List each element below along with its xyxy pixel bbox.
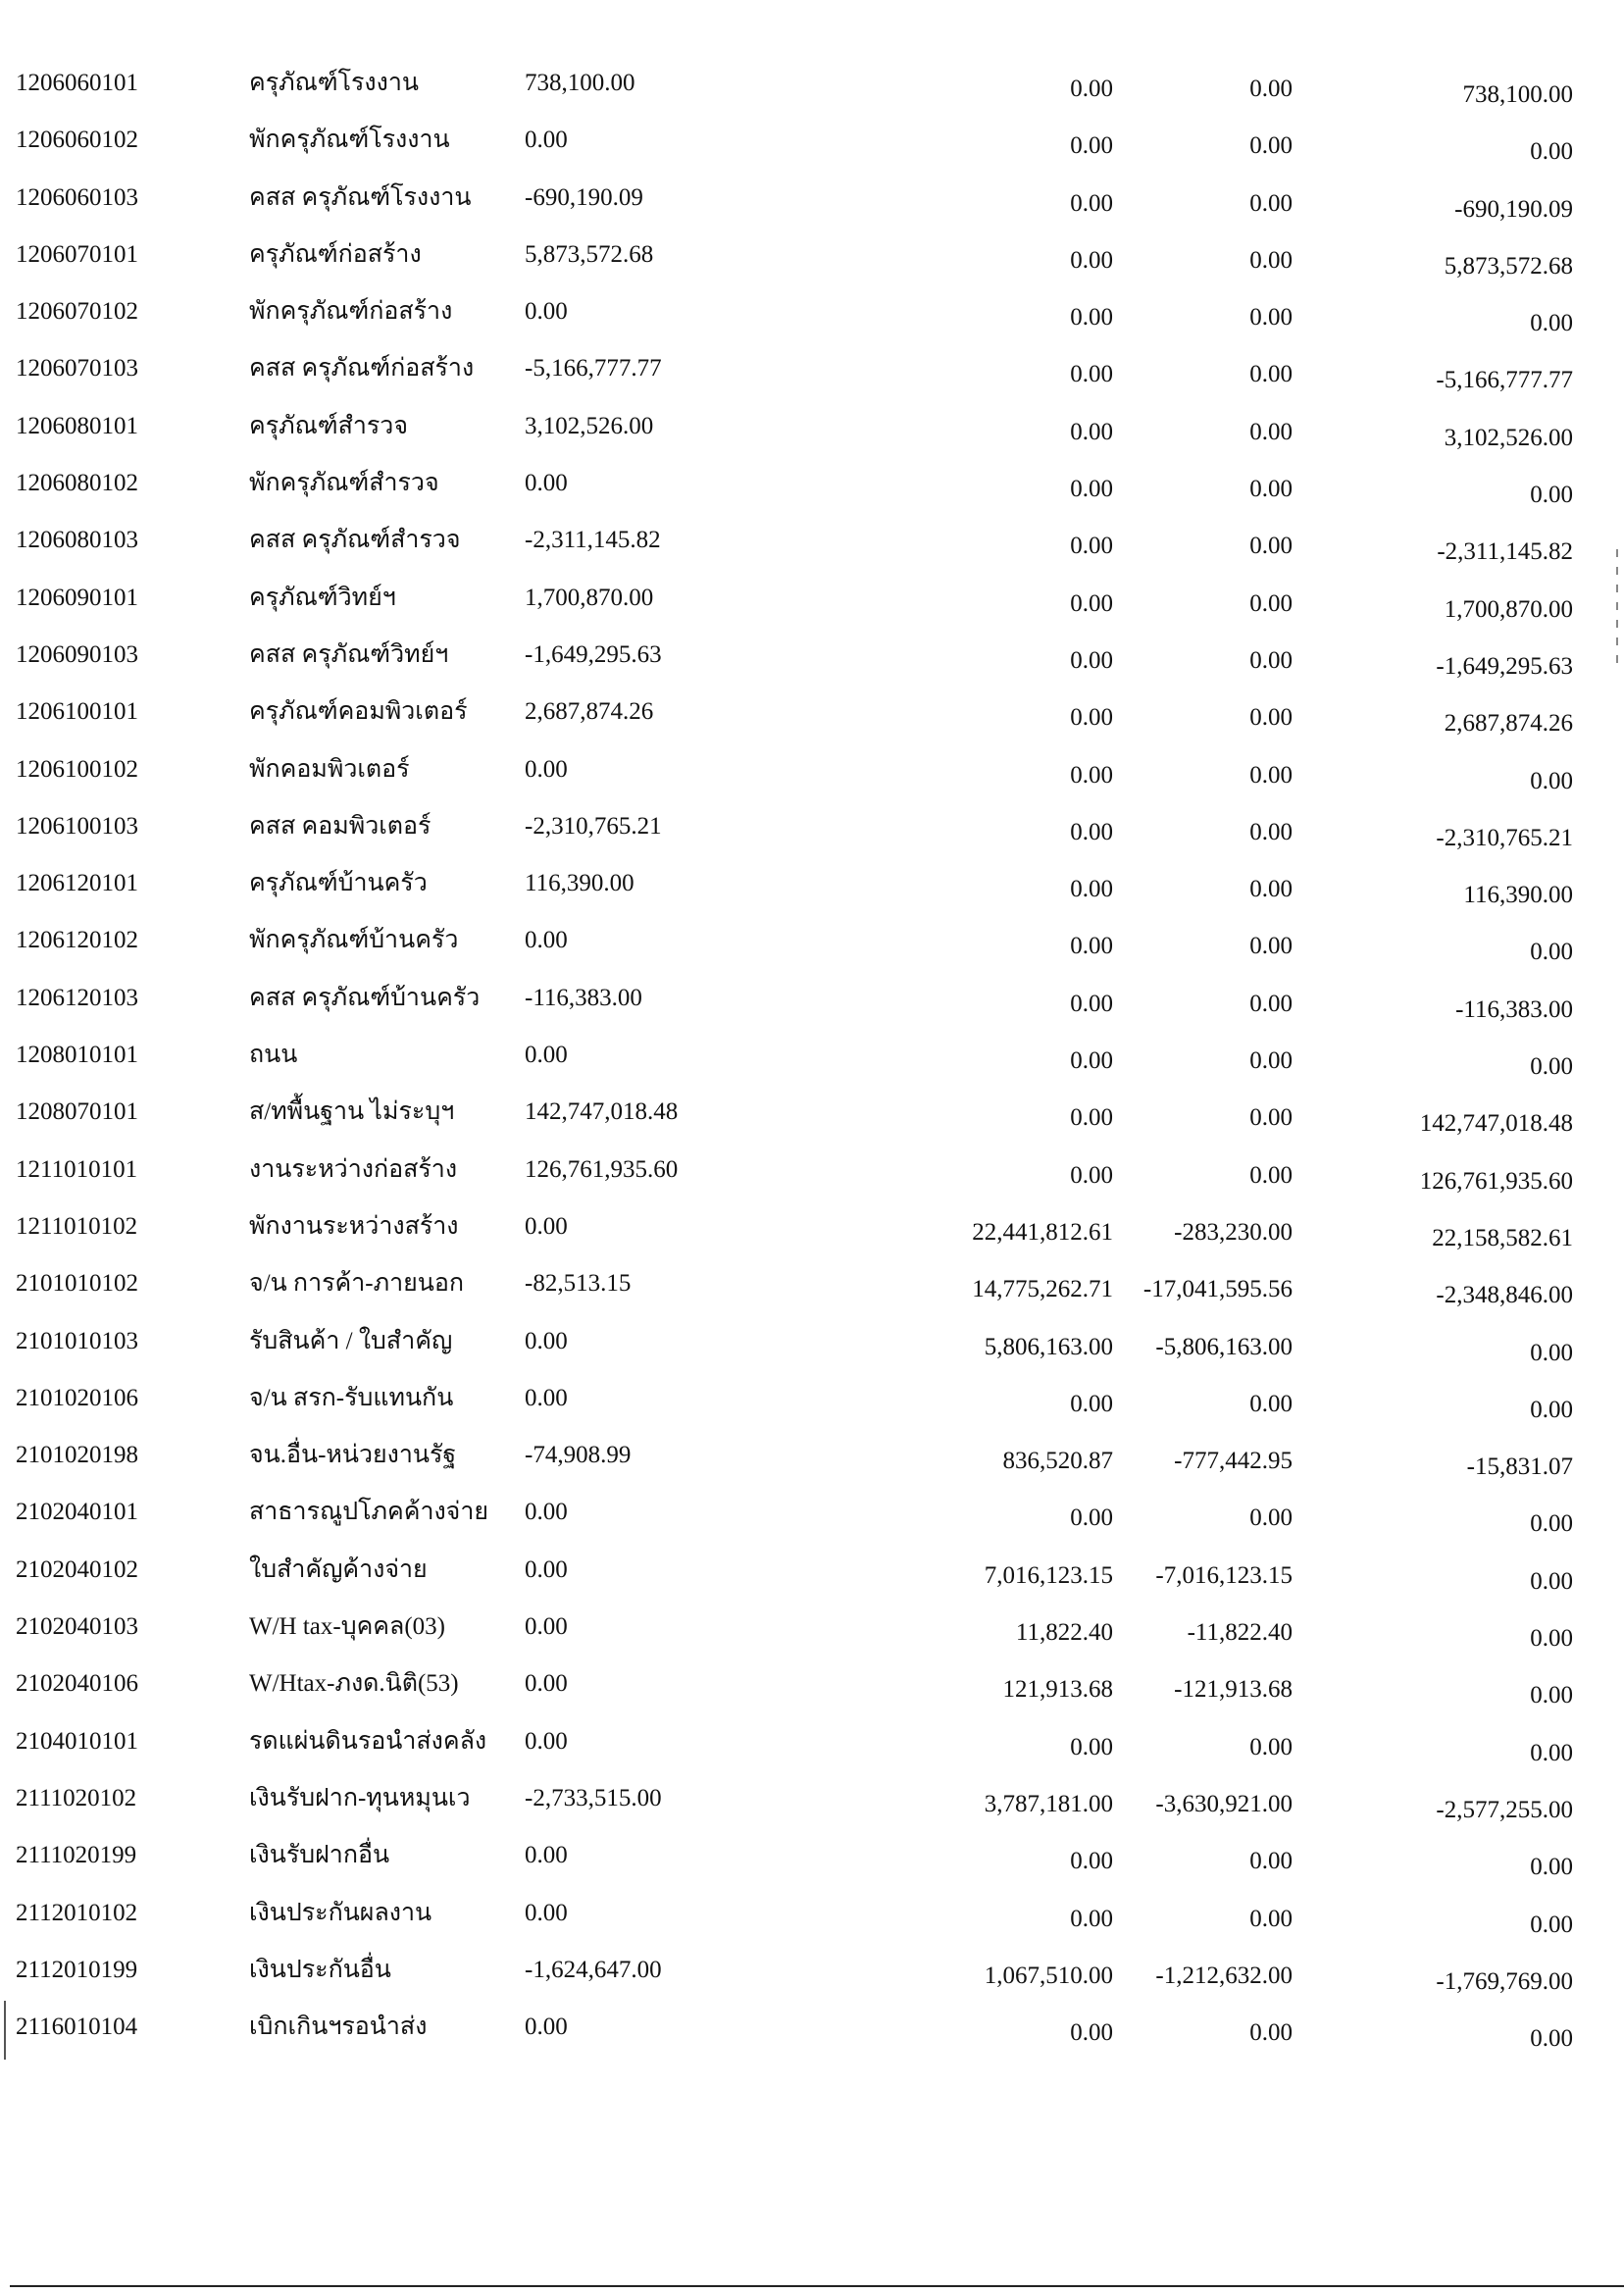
credit-amount: -283,230.00 <box>1174 1218 1293 1246</box>
debit-amount: 0.00 <box>1070 246 1113 274</box>
account-code: 2101010102 <box>16 1270 138 1298</box>
credit-amount: -5,806,163.00 <box>1155 1333 1293 1360</box>
opening-balance: -82,513.15 <box>525 1270 632 1298</box>
opening-balance: 0.00 <box>525 1899 568 1926</box>
debit-amount: 5,806,163.00 <box>984 1333 1113 1360</box>
account-name: งานระหว่างก่อสร้าง <box>249 1155 458 1183</box>
closing-balance: 2,687,874.26 <box>1444 710 1573 738</box>
account-code: 1206060102 <box>16 127 138 154</box>
closing-balance: -2,348,846.00 <box>1436 1282 1573 1309</box>
ledger-row <box>0 2013 1624 2069</box>
credit-amount: 0.00 <box>1249 476 1293 503</box>
ledger-row <box>0 1327 1624 1384</box>
opening-balance: 1,700,870.00 <box>525 584 654 611</box>
ledger-row <box>0 1727 1624 1784</box>
opening-balance: -74,908.99 <box>525 1442 632 1469</box>
credit-amount: 0.00 <box>1249 1161 1293 1189</box>
ledger-row <box>0 126 1624 182</box>
opening-balance: -690,190.09 <box>525 183 643 211</box>
ledger-row <box>0 584 1624 640</box>
debit-amount: 0.00 <box>1070 761 1113 789</box>
account-code: 1206060101 <box>16 70 138 96</box>
ledger-row <box>0 926 1624 983</box>
credit-amount: 0.00 <box>1249 589 1293 617</box>
opening-balance: 0.00 <box>525 1555 568 1583</box>
opening-balance: 3,102,526.00 <box>525 412 654 439</box>
opening-balance: 0.00 <box>525 755 568 783</box>
credit-amount: 0.00 <box>1249 418 1293 445</box>
opening-balance: 0.00 <box>525 298 568 326</box>
closing-balance: -1,649,295.63 <box>1436 652 1573 680</box>
ledger-row <box>0 69 1624 126</box>
account-code: 2111020199 <box>16 1842 137 1869</box>
account-code: 1206120103 <box>16 984 138 1011</box>
debit-amount: 0.00 <box>1070 646 1113 674</box>
account-code: 1208070101 <box>16 1098 138 1126</box>
closing-balance: -5,166,777.77 <box>1436 367 1573 394</box>
credit-amount: 0.00 <box>1249 189 1293 217</box>
account-name: ครุภัณฑ์บ้านครัว <box>249 870 428 897</box>
closing-balance: 0.00 <box>1530 1739 1573 1766</box>
account-name: ครุภัณฑ์โรงงาน <box>249 70 419 96</box>
scan-artifact-right-edge <box>1616 549 1618 667</box>
account-name: พักคอมพิวเตอร์ <box>249 755 410 783</box>
ledger-row <box>0 1097 1624 1154</box>
account-name: พักครุภัณฑ์บ้านครัว <box>249 927 459 954</box>
debit-amount: 0.00 <box>1070 1733 1113 1760</box>
opening-balance: -5,166,777.77 <box>525 355 662 382</box>
ledger-row <box>0 984 1624 1041</box>
closing-balance: 0.00 <box>1530 2025 1573 2053</box>
ledger-row <box>0 1441 1624 1498</box>
account-name: W/Htax-ภงด.นิติ(53) <box>249 1670 459 1698</box>
account-name: คสส คอมพิวเตอร์ <box>249 812 431 840</box>
account-code: 2102040101 <box>16 1499 138 1526</box>
ledger-row <box>0 640 1624 697</box>
credit-amount: -121,913.68 <box>1174 1676 1293 1704</box>
opening-balance: 0.00 <box>525 1499 568 1526</box>
account-code: 1206100102 <box>16 755 138 783</box>
credit-amount: 0.00 <box>1249 361 1293 388</box>
credit-amount: 0.00 <box>1249 304 1293 331</box>
debit-amount: 0.00 <box>1070 476 1113 503</box>
account-code: 1211010101 <box>16 1155 138 1183</box>
ledger-row <box>0 1784 1624 1841</box>
opening-balance: 0.00 <box>525 1042 568 1069</box>
closing-balance: 0.00 <box>1530 1911 1573 1938</box>
credit-amount: 0.00 <box>1249 132 1293 160</box>
opening-balance: -2,733,515.00 <box>525 1784 662 1811</box>
account-code: 1206080101 <box>16 412 138 439</box>
account-name: เบิกเกินฯรอนำส่ง <box>249 2014 428 2041</box>
closing-balance: 1,700,870.00 <box>1444 595 1573 623</box>
closing-balance: 738,100.00 <box>1462 81 1573 108</box>
debit-amount: 0.00 <box>1070 876 1113 903</box>
ledger-table <box>0 69 1624 2069</box>
debit-amount: 0.00 <box>1070 361 1113 388</box>
account-code: 2112010102 <box>16 1899 138 1926</box>
account-code: 1206090103 <box>16 640 138 668</box>
debit-amount: 0.00 <box>1070 189 1113 217</box>
debit-amount: 0.00 <box>1070 533 1113 560</box>
debit-amount: 121,913.68 <box>1002 1676 1113 1704</box>
account-name: พักครุภัณฑ์ก่อสร้าง <box>249 298 453 326</box>
closing-balance: 116,390.00 <box>1463 882 1573 909</box>
account-name: รับสินค้า / ใบสำคัญ <box>249 1327 453 1354</box>
account-code: 2102040102 <box>16 1555 138 1583</box>
closing-balance: -2,310,765.21 <box>1436 824 1573 851</box>
account-code: 1206070101 <box>16 240 138 268</box>
ledger-row <box>0 1841 1624 1898</box>
closing-balance: -116,383.00 <box>1455 995 1573 1023</box>
closing-balance: 0.00 <box>1530 1567 1573 1595</box>
closing-balance: 0.00 <box>1530 1396 1573 1423</box>
opening-balance: 0.00 <box>525 470 568 497</box>
ledger-row <box>0 1555 1624 1612</box>
credit-amount: 0.00 <box>1249 1905 1293 1932</box>
account-name: คสส ครุภัณฑ์สำรวจ <box>249 527 461 554</box>
debit-amount: 0.00 <box>1070 132 1113 160</box>
account-code: 2101010103 <box>16 1327 138 1354</box>
ledger-row <box>0 1956 1624 2013</box>
debit-amount: 0.00 <box>1070 1390 1113 1417</box>
credit-amount: 0.00 <box>1249 990 1293 1017</box>
account-name: พักงานระหว่างสร้าง <box>249 1212 459 1240</box>
credit-amount: 0.00 <box>1249 1104 1293 1132</box>
ledger-row <box>0 755 1624 812</box>
account-code: 2101020106 <box>16 1384 138 1411</box>
account-name: พักครุภัณฑ์โรงงาน <box>249 127 450 154</box>
debit-amount: 0.00 <box>1070 76 1113 102</box>
debit-amount: 3,787,181.00 <box>984 1790 1113 1817</box>
credit-amount: 0.00 <box>1249 818 1293 845</box>
debit-amount: 0.00 <box>1070 818 1113 845</box>
account-code: 2102040106 <box>16 1670 138 1698</box>
debit-amount: 0.00 <box>1070 933 1113 960</box>
account-name: ครุภัณฑ์ก่อสร้าง <box>249 240 422 268</box>
ledger-row <box>0 240 1624 297</box>
credit-amount: 0.00 <box>1249 876 1293 903</box>
debit-amount: 0.00 <box>1070 1161 1113 1189</box>
account-code: 1206070103 <box>16 355 138 382</box>
ledger-row <box>0 1155 1624 1212</box>
credit-amount: -7,016,123.15 <box>1155 1561 1293 1589</box>
debit-amount: 0.00 <box>1070 2019 1113 2047</box>
account-name: จน.อื่น-หน่วยงานรัฐ <box>249 1442 457 1469</box>
credit-amount: -17,041,595.56 <box>1142 1276 1293 1303</box>
debit-amount: 14,775,262.71 <box>972 1276 1113 1303</box>
account-name: ถนน <box>249 1042 298 1069</box>
opening-balance: -1,624,647.00 <box>525 1956 662 1983</box>
account-code: 2104010101 <box>16 1727 138 1755</box>
account-code: 1206060103 <box>16 183 138 211</box>
opening-balance: 0.00 <box>525 127 568 154</box>
opening-balance: 0.00 <box>525 1384 568 1411</box>
ledger-row <box>0 697 1624 754</box>
credit-amount: -777,442.95 <box>1174 1448 1293 1475</box>
ledger-row <box>0 354 1624 411</box>
closing-balance: -2,311,145.82 <box>1437 538 1573 566</box>
debit-amount: 0.00 <box>1070 1848 1113 1875</box>
account-name: เงินประกันผลงาน <box>249 1899 432 1926</box>
account-code: 1206100101 <box>16 698 138 726</box>
account-name: สาธารณูปโภคค้างจ่าย <box>249 1499 489 1526</box>
debit-amount: 0.00 <box>1070 704 1113 732</box>
closing-balance: 0.00 <box>1530 1625 1573 1653</box>
closing-balance: 0.00 <box>1530 1053 1573 1081</box>
ledger-row <box>0 469 1624 526</box>
credit-amount: 0.00 <box>1249 2019 1293 2047</box>
account-name: ใบสำคัญค้างจ่าย <box>249 1555 428 1583</box>
closing-balance: 5,873,572.68 <box>1444 252 1573 280</box>
opening-balance: 0.00 <box>525 2014 568 2041</box>
account-code: 1206120102 <box>16 927 138 954</box>
debit-amount: 0.00 <box>1070 1504 1113 1532</box>
debit-amount: 11,822.40 <box>1015 1619 1113 1647</box>
credit-amount: -11,822.40 <box>1187 1619 1293 1647</box>
account-code: 2102040103 <box>16 1613 138 1641</box>
closing-balance: 0.00 <box>1530 939 1573 966</box>
credit-amount: 0.00 <box>1249 1047 1293 1075</box>
account-name: คสส ครุภัณฑ์ก่อสร้าง <box>249 355 475 382</box>
account-code: 2112010199 <box>16 1956 138 1983</box>
closing-balance: 0.00 <box>1530 310 1573 337</box>
credit-amount: -1,212,632.00 <box>1155 1962 1293 1989</box>
account-code: 1206100103 <box>16 812 138 840</box>
closing-balance: -2,577,255.00 <box>1436 1796 1573 1823</box>
account-name: เงินประกันอื่น <box>249 1956 391 1983</box>
account-name: ส/ทพื้นฐาน ไม่ระบุฯ <box>249 1098 455 1126</box>
debit-amount: 0.00 <box>1070 990 1113 1017</box>
account-code: 1206120101 <box>16 870 138 897</box>
account-code: 2111020102 <box>16 1784 137 1811</box>
credit-amount: 0.00 <box>1249 1504 1293 1532</box>
account-code: 1206070102 <box>16 298 138 326</box>
credit-amount: 0.00 <box>1249 1733 1293 1760</box>
ledger-row <box>0 1612 1624 1669</box>
opening-balance: 0.00 <box>525 1212 568 1240</box>
closing-balance: 0.00 <box>1530 1854 1573 1881</box>
account-name: เงินรับฝากอื่น <box>249 1842 390 1869</box>
closing-balance: -1,769,769.00 <box>1436 1967 1573 1995</box>
scan-artifact-bottom-line <box>10 2285 1624 2287</box>
closing-balance: 126,761,935.60 <box>1419 1167 1573 1195</box>
account-code: 1206080102 <box>16 470 138 497</box>
closing-balance: -15,831.07 <box>1466 1453 1573 1481</box>
closing-balance: 22,158,582.61 <box>1432 1224 1573 1251</box>
account-name: ครุภัณฑ์คอมพิวเตอร์ <box>249 698 468 726</box>
account-name: ครุภัณฑ์สำรวจ <box>249 412 408 439</box>
debit-amount: 0.00 <box>1070 1905 1113 1932</box>
closing-balance: 0.00 <box>1530 1339 1573 1366</box>
debit-amount: 0.00 <box>1070 418 1113 445</box>
account-name: ครุภัณฑ์วิทย์ฯ <box>249 584 396 611</box>
account-name: รดแผ่นดินรอนำส่งคลัง <box>249 1727 487 1755</box>
ledger-row <box>0 1212 1624 1269</box>
credit-amount: 0.00 <box>1249 761 1293 789</box>
debit-amount: 0.00 <box>1070 304 1113 331</box>
debit-amount: 836,520.87 <box>1002 1448 1113 1475</box>
opening-balance: 0.00 <box>525 927 568 954</box>
ledger-row <box>0 183 1624 240</box>
closing-balance: 0.00 <box>1530 138 1573 166</box>
debit-amount: 0.00 <box>1070 1047 1113 1075</box>
credit-amount: 0.00 <box>1249 1848 1293 1875</box>
opening-balance: -1,649,295.63 <box>525 640 662 668</box>
account-name: คสส ครุภัณฑ์บ้านครัว <box>249 984 481 1011</box>
opening-balance: -2,310,765.21 <box>525 812 662 840</box>
account-code: 2101020198 <box>16 1442 138 1469</box>
ledger-row <box>0 526 1624 583</box>
closing-balance: -690,190.09 <box>1454 195 1573 223</box>
opening-balance: 116,390.00 <box>525 870 634 897</box>
ledger-row <box>0 412 1624 469</box>
opening-balance: -2,311,145.82 <box>525 527 661 554</box>
debit-amount: 7,016,123.15 <box>984 1561 1113 1589</box>
account-code: 1206080103 <box>16 527 138 554</box>
account-name: คสส ครุภัณฑ์วิทย์ฯ <box>249 640 449 668</box>
ledger-row <box>0 297 1624 354</box>
opening-balance: 126,761,935.60 <box>525 1155 679 1183</box>
account-name: จ/น สรก-รับแทนกัน <box>249 1384 454 1411</box>
account-name: คสส ครุภัณฑ์โรงงาน <box>249 183 472 211</box>
account-name: W/H tax-บุคคล(03) <box>249 1613 445 1641</box>
ledger-row <box>0 1899 1624 1956</box>
credit-amount: 0.00 <box>1249 704 1293 732</box>
debit-amount: 0.00 <box>1070 1104 1113 1132</box>
opening-balance: 142,747,018.48 <box>525 1098 679 1126</box>
credit-amount: 0.00 <box>1249 533 1293 560</box>
ledger-row <box>0 869 1624 926</box>
closing-balance: 0.00 <box>1530 1510 1573 1538</box>
credit-amount: 0.00 <box>1249 933 1293 960</box>
opening-balance: 0.00 <box>525 1727 568 1755</box>
account-code: 1208010101 <box>16 1042 138 1069</box>
account-name: พักครุภัณฑ์สำรวจ <box>249 470 439 497</box>
closing-balance: 142,747,018.48 <box>1419 1110 1573 1138</box>
opening-balance: 0.00 <box>525 1327 568 1354</box>
opening-balance: 738,100.00 <box>525 70 635 96</box>
opening-balance: 5,873,572.68 <box>525 240 654 268</box>
debit-amount: 22,441,812.61 <box>972 1218 1113 1246</box>
credit-amount: 0.00 <box>1249 1390 1293 1417</box>
credit-amount: -3,630,921.00 <box>1155 1790 1293 1817</box>
credit-amount: 0.00 <box>1249 646 1293 674</box>
ledger-row <box>0 1269 1624 1326</box>
closing-balance: 0.00 <box>1530 482 1573 509</box>
account-code: 2116010104 <box>16 2014 138 2041</box>
debit-amount: 1,067,510.00 <box>984 1962 1113 1989</box>
opening-balance: 0.00 <box>525 1670 568 1698</box>
ledger-row <box>0 1669 1624 1726</box>
ledger-row <box>0 1498 1624 1555</box>
opening-balance: 0.00 <box>525 1842 568 1869</box>
closing-balance: 0.00 <box>1530 767 1573 794</box>
account-name: เงินรับฝาก-ทุนหมุนเว <box>249 1784 471 1811</box>
scan-artifact-left-edge <box>4 2001 6 2060</box>
opening-balance: -116,383.00 <box>525 984 642 1011</box>
ledger-row <box>0 1384 1624 1441</box>
ledger-row <box>0 812 1624 869</box>
account-name: จ/น การค้า-ภายนอก <box>249 1270 465 1298</box>
closing-balance: 3,102,526.00 <box>1444 424 1573 451</box>
opening-balance: 0.00 <box>525 1613 568 1641</box>
closing-balance: 0.00 <box>1530 1682 1573 1709</box>
opening-balance: 2,687,874.26 <box>525 698 654 726</box>
credit-amount: 0.00 <box>1249 76 1293 102</box>
debit-amount: 0.00 <box>1070 589 1113 617</box>
account-code: 1211010102 <box>16 1212 138 1240</box>
account-code: 1206090101 <box>16 584 138 611</box>
credit-amount: 0.00 <box>1249 246 1293 274</box>
ledger-row <box>0 1041 1624 1097</box>
